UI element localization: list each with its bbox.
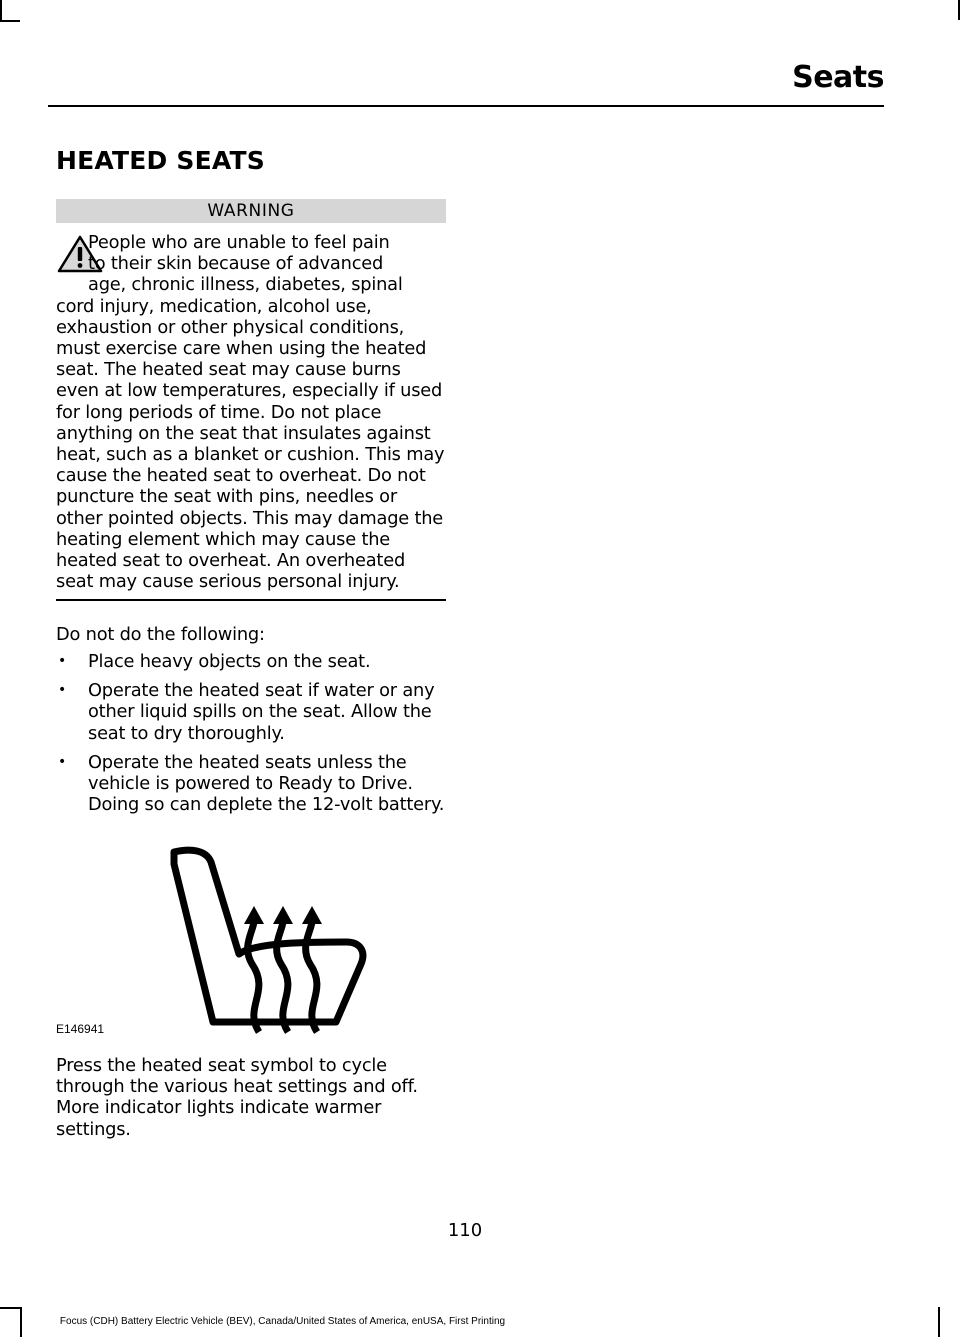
warning-text-body — [56, 274, 446, 592]
warning-text-line: to their skin because of advanced — [88, 253, 384, 275]
page-header-title: Seats — [792, 60, 884, 95]
page-number: 110 — [447, 1220, 483, 1241]
section-heading: HEATED SEATS — [56, 146, 265, 175]
intro-text: Do not do the following: — [56, 624, 265, 645]
warning-text — [56, 232, 446, 592]
crop-mark — [938, 1307, 940, 1337]
heated-seat-icon — [56, 842, 446, 1042]
list-item: • Operate the heated seats unless the vehicle is powered to Ready to Drive. Doing so can deplete the 12-volt battery. — [56, 752, 446, 816]
warning-text-rest: age, chronic illness, diabetes, spinal cord injury, medication, alcohol use, exhaustion or other physical conditions, must exercise care when using the heated seat. The heated seat may cause burns even at low temperatures, especially if used for long periods of time. Do not place anything on the seat that insulates against heat, such as a blanket or cushion. This may cause the heated seat to overheat. Do not puncture the seat with pins, needles or other pointed objects. This may damage the heating element which may cause the heated seat to overheat. An overheated seat may cause serious personal injury. — [56, 274, 445, 593]
bullet-list — [56, 651, 446, 823]
crop-mark — [0, 20, 20, 22]
list-item: • Operate the heated seat if water or any other liquid spills on the seat. Allow the seat to dry thoroughly. — [56, 680, 446, 744]
footer-text: Focus (CDH) Battery Electric Vehicle (BEV), Canada/United States of America, enUSA, First Printing — [59, 1316, 506, 1327]
warning-text-line: People who are unable to feel pain — [88, 232, 390, 253]
list-item: • Place heavy objects on the seat. — [56, 651, 446, 672]
crop-mark — [0, 0, 2, 20]
warning-label: WARNING — [56, 199, 446, 223]
header-rule — [48, 105, 884, 107]
warning-rule — [56, 599, 446, 601]
crop-mark — [0, 1307, 20, 1309]
body-text: Press the heated seat symbol to cycle through the various heat settings and off. More indicator lights indicate warmer settings. — [56, 1055, 418, 1140]
figure-code: E146941 — [56, 1022, 105, 1036]
